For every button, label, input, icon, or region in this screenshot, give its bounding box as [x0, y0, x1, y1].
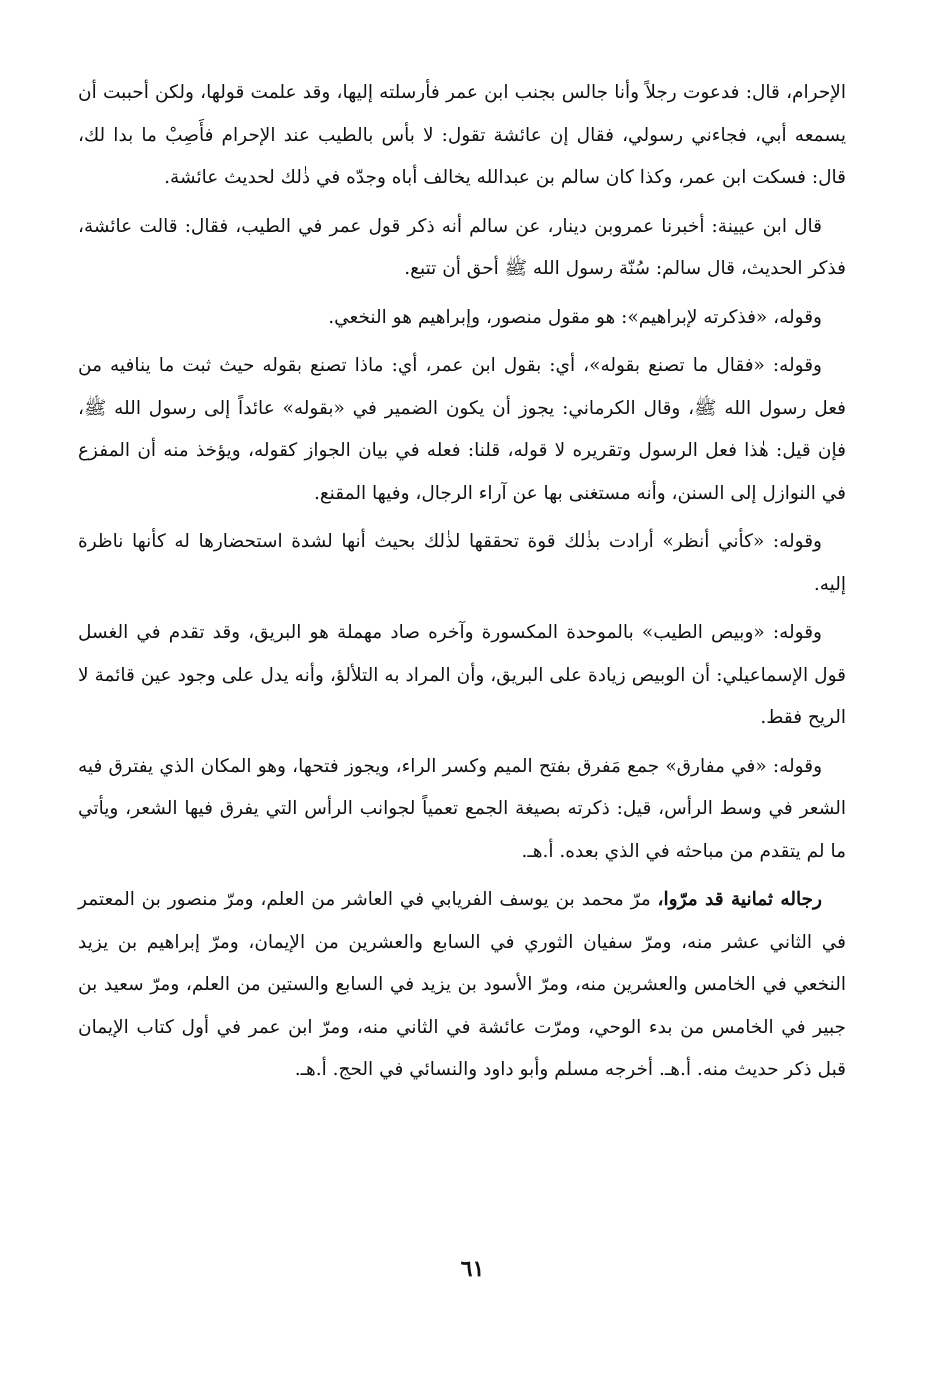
paragraph-ibn-uyayna: قال ابن عيينة: أخبرنا عمروبن دينار، عن سالم أنه ذكر قول عمر في الطيب، فقال: قالت عائشة، فذكر الحديث، قال سالم: سُنّة رسول الله ﷺ أحق أن تتبع.	[78, 215, 846, 279]
paragraph-ihram-aisha: الإحرام، قال: فدعوت رجلاً وأنا جالس بجنب ابن عمر فأرسلته إليها، وقد علمت قولها، ولكن أحببت أن يسمعه أبي، فجاءني رسولي، فقال إن عائشة تقول: لا بأس بالطيب عند الإحرام فأَصِبْ ما بدا لك، قال: فسكت ابن عمر، وكذا كان سالم بن عبدالله يخالف أباه وجدّه في ذٰلك لحديث عائشة.	[78, 82, 846, 188]
paragraph-ma-tasnau: وقوله: «فقال ما تصنع بقوله»، أي: بقول ابن عمر، أي: ماذا تصنع بقوله حيث ثبت ما ينافيه من فعل رسول الله ﷺ، وقال الكرماني: يجوز أن يكون الضمير في «بقوله» عائداً إلى رسول الله ﷺ، فإن قيل: هٰذا فعل الرسول وتقريره لا قوله، قلنا: فعله في بيان الجواز كقوله، ويؤخذ منه أن المفزع في النوازل إلى السنن، وأنه مستغنى بها عن آراء الرجال، وفيها المقنع.	[78, 355, 846, 504]
paragraph-rijal	[78, 879, 846, 1092]
paragraph-kaanni-anzur: وقوله: «كأني أنظر» أرادت بذٰلك قوة تحققها لذٰلك بحيث أنها لشدة استحضارها له كأنها ناظرة إليه.	[78, 531, 846, 595]
paragraph-wabees: وقوله: «وبيص الطيب» بالموحدة المكسورة وآخره صاد مهملة هو البريق، وقد تقدم في الغسل قول الإسماعيلي: أن الوبيص زيادة على البريق، وأن المراد به التلألؤ، وأنه يدل على وجود عين قائمة لا الريح فقط.	[78, 622, 846, 728]
paragraph-ibrahim: وقوله، «فذكرته لإبراهيم»: هو مقول منصور، وإبراهيم هو النخعي.	[328, 306, 822, 328]
page-number: ٦١	[460, 1256, 485, 1282]
rijal-text: مرّ محمد بن يوسف الفريابي في العاشر من العلم، ومرّ منصور بن المعتمر في الثاني عشر منه، ومرّ سفيان الثوري في السابع والعشرين من الإيمان، ومرّ إبراهيم بن يزيد النخعي في الخامس والعشرين منه، ومرّ الأسود بن يزيد في السابع والستين من العلم، ومرّ سعيد بن جبير في الخامس من بدء الوحي، ومرّت عائشة في الثاني منه، ومرّ ابن عمر في أول كتاب الإيمان قبل ذكر حديث منه. أ.هـ. أخرجه مسلم وأبو داود والنسائي في الحج. أ.هـ.	[78, 889, 846, 1080]
rijal-lead: رجاله ثمانية قد مرّوا،	[657, 889, 822, 910]
paragraph-mafariq: وقوله: «في مفارق» جمع مَفرق بفتح الميم وكسر الراء، ويجوز فتحها، وهو المكان الذي يفترق فيه الشعر في وسط الرأس، قيل: ذكرته بصيغة الجمع تعمياً لجوانب الرأس التي يفرق فيها الشعر، ويأتي ما لم يتقدم من مباحثه في الذي بعده. أ.هـ.	[78, 755, 846, 862]
page-body-text	[78, 72, 846, 1098]
